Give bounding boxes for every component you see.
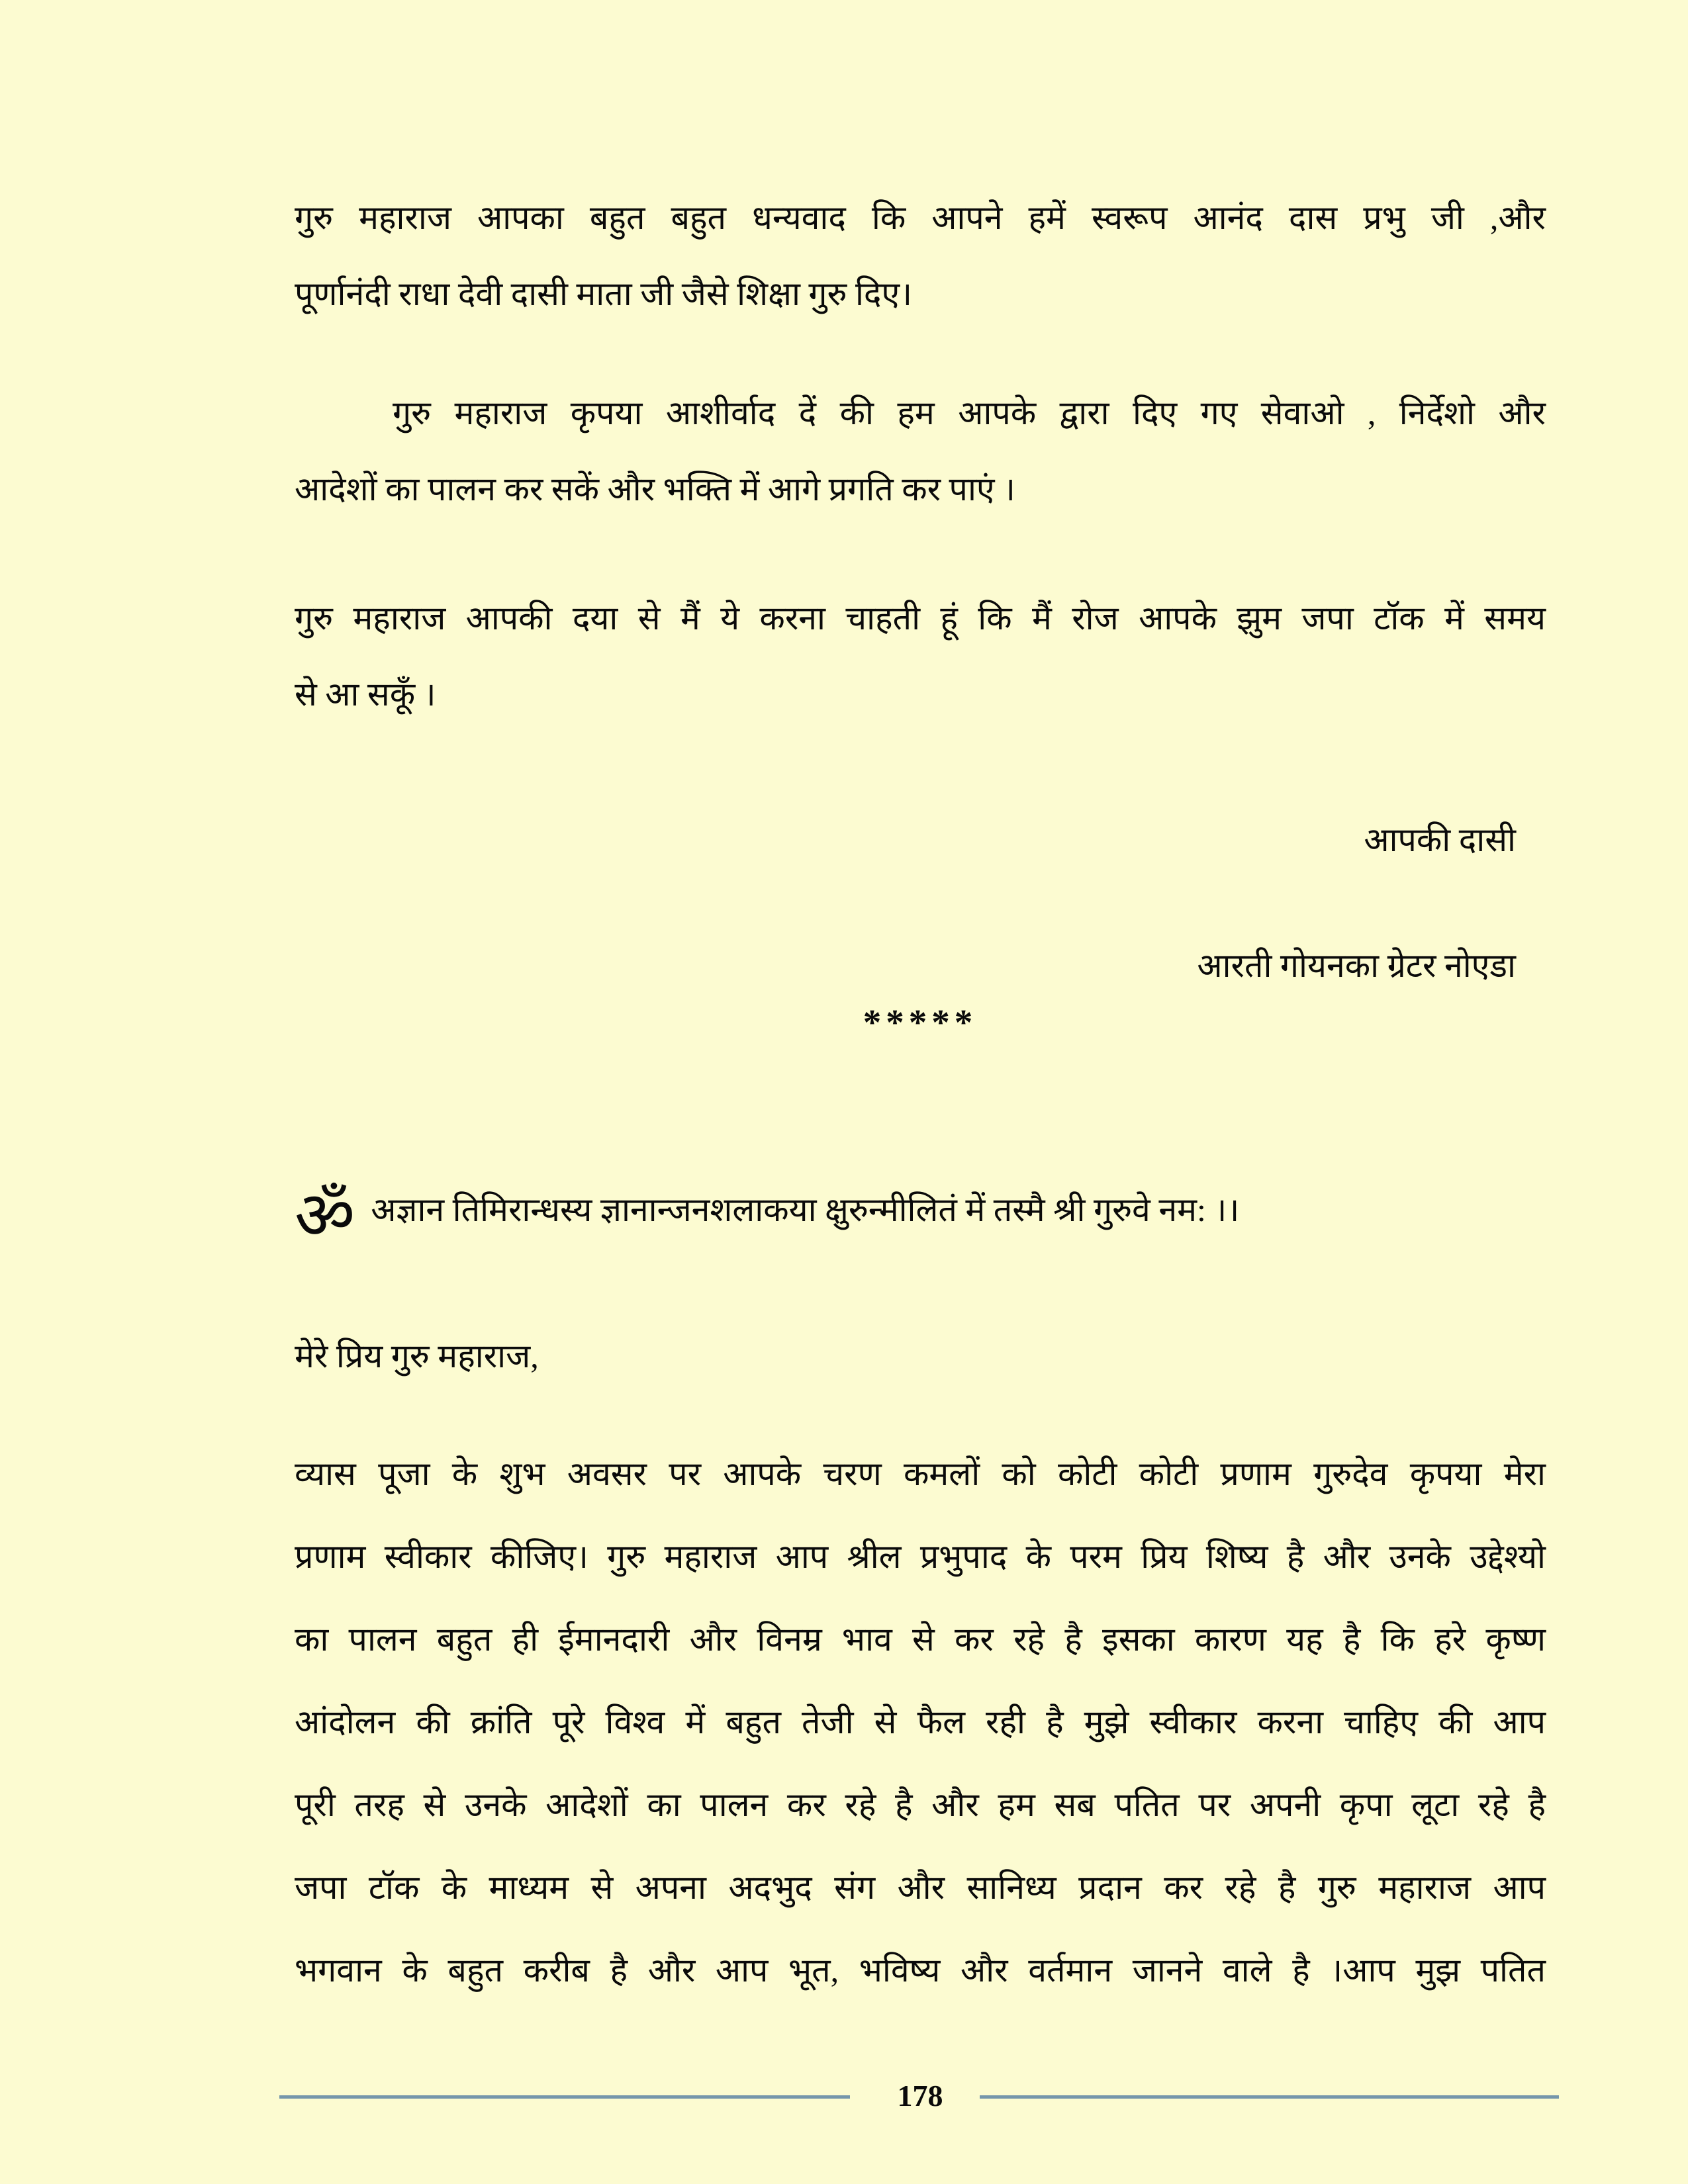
page-number: 178 <box>897 2079 943 2113</box>
letter-paragraph <box>295 375 1546 527</box>
paragraph-line: गुरु महाराज कृपया आशीर्वाद दें की हम आपके द्वारा दिए गए सेवाओ , निर्देशो और <box>393 394 1546 432</box>
paragraph-line: आदेशों का पालन कर सकें और भक्ति में आगे प्रगति कर पाएं । <box>295 471 1015 508</box>
letter-paragraph <box>295 580 1546 733</box>
paragraph-line: प्रणाम स्वीकार कीजिए। गुरु महाराज आप श्रील प्रभुपाद के परम प्रिय शिष्य है और उनके उद्देश्यो <box>295 1538 1546 1575</box>
footer-rule-right <box>980 2095 1559 2099</box>
paragraph-line: पूर्णानंदी राधा देवी दासी माता जी जैसे शिक्षा गुरु दिए। <box>295 275 913 312</box>
paragraph-line: गुरु महाराज आपका बहुत बहुत धन्यवाद कि आपने हमें स्वरूप आनंद दास प्रभु जी ,और <box>295 199 1546 236</box>
footer-rule-left <box>279 2095 850 2099</box>
separator-stars: ***** <box>863 1002 978 1042</box>
signature-line: आरती गोयनका ग्रेटर नोएडा <box>1197 947 1516 984</box>
mantra-text: अज्ञान तिमिरान्धस्य ज्ञानान्जनशलाकया क्षुरुन्मीलितं में तस्मै श्री गुरुवे नम: ।। <box>371 1191 1240 1228</box>
paragraph-line: गुरु महाराज आपकी दया से मैं ये करना चाहती हूं कि मैं रोज आपके झुम जपा टॉक में समय <box>295 600 1546 637</box>
paragraph-line: का पालन बहुत ही ईमानदारी और विनम्र भाव से कर रहे है इसका कारण यह है कि हरे कृष्ण <box>295 1621 1546 1658</box>
paragraph-line: आंदोलन की क्रांति पूरे विश्व में बहुत तेजी से फैल रही है मुझे स्वीकार करना चाहिए की आप <box>295 1704 1546 1741</box>
om-icon: ॐ <box>295 1179 355 1253</box>
paragraph-line: भगवान के बहुत करीब है और आप भूत, भविष्य और वर्तमान जानने वाले है ।आप मुझ पतित <box>295 1952 1546 1989</box>
letter-paragraph <box>295 180 1546 332</box>
paragraph-line: पूरी तरह से उनके आदेशों का पालन कर रहे है और हम सब पतित पर अपनी कृपा लूटा रहे है <box>295 1786 1546 1823</box>
signature-line: आपकी दासी <box>1364 821 1516 858</box>
paragraph-line: जपा टॉक के माध्यम से अपना अदभुद संग और सानिध्य प्रदान कर रहे है गुरु महाराज आप <box>295 1869 1546 1906</box>
body-paragraph <box>295 1433 1546 2012</box>
paragraph-line: से आ सकूँ । <box>295 676 436 713</box>
salutation: मेरे प्रिय गुरु महाराज, <box>295 1338 539 1375</box>
mantra-row <box>295 1177 1546 1253</box>
paragraph-line: व्यास पूजा के शुभ अवसर पर आपके चरण कमलों को कोटी कोटी प्रणाम गुरुदेव कृपया मेरा <box>295 1455 1546 1492</box>
